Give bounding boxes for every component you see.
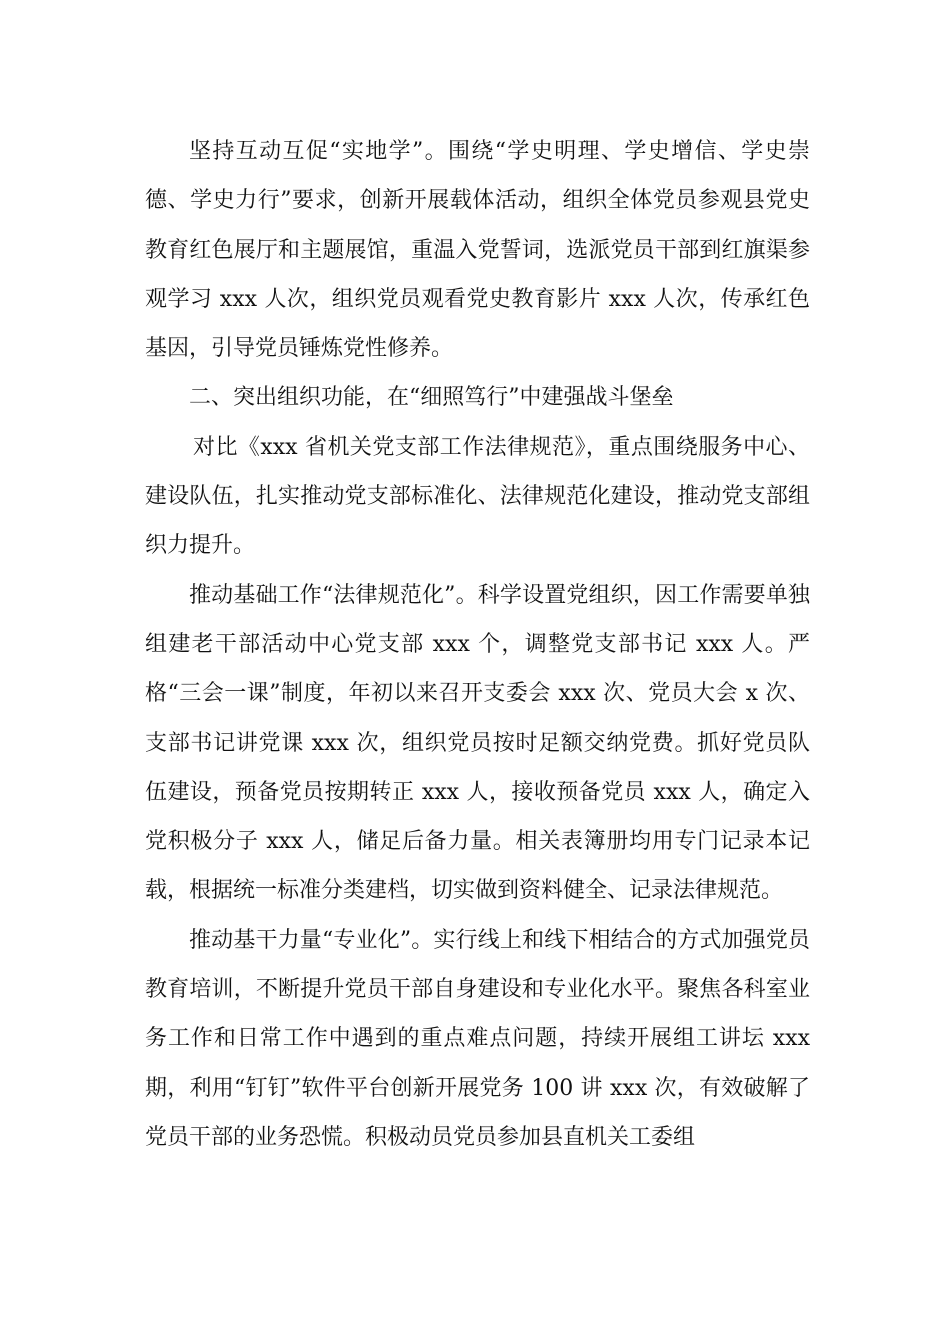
paragraph-professional-force: 推动基干力量“专业化”。实行线上和线下相结合的方式加强党员教育培训，不断提升党员干部自身建设和专业化水平。聚焦各科室业务工作和日常工作中遇到的重点难点问题，持续开展组工讲坛 xxx 期，利用“钉钉”软件平台创新开展党务 100 讲 xxx 次，有效破解了党员干部的业务恐慌。积极动员党员参加县直机关工委组	[145, 927, 810, 1150]
paragraph-interactive-learning: 坚持互动互促“实地学”。围绕“学史明理、学史增信、学史崇德、学史力行”要求，创新开展载体活动，组织全体党员参观县党史教育红色展厅和主题展馆，重温入党誓词，选派党员干部到红旗渠参观学习 xxx 人次，组织党员观看党史教育影片 xxx 人次，传承红色基因，引导党员锤炼党性修养。	[145, 139, 810, 362]
paragraph-basic-work: 推动基础工作“法律规范化”。科学设置党组织，因工作需要单独组建老干部活动中心党支部 xxx 个，调整党支部书记 xxx 人。严格“三会一课”制度，年初以来召开支委会 xxx 次、党员大会 x 次、支部书记讲党课 xxx 次，组织党员按时足额交纳党费。抓好党员队伍建设，预备党员按期转正 xxx 人，接收预备党员 xxx 人，确定入党积极分子 xxx 人，储足后备力量。相关表簿册均用专门记录本记载，根据统一标准分类建档，切实做到资料健全、记录法律规范。	[145, 582, 810, 904]
paragraph-standards-comparison: 对比《xxx 省机关党支部工作法律规范》，重点围绕服务中心、建设队伍，扎实推动党支部标准化、法律规范化建设，推动党支部组织力提升。	[145, 434, 810, 559]
section-heading-organization: 二、突出组织功能，在“细照笃行”中建强战斗堡垒	[189, 385, 674, 411]
document-body	[145, 127, 810, 1162]
